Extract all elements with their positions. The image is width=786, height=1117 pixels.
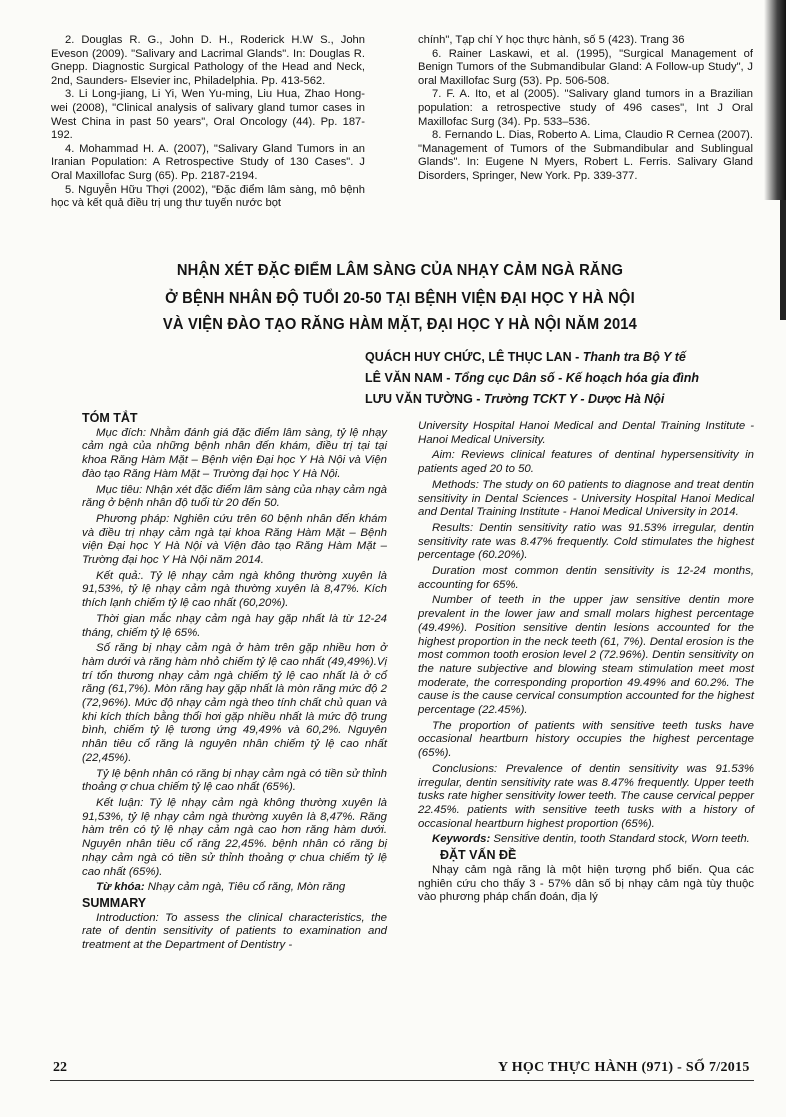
summary-paragraph: Duration most common dentin sensitivity is 12-24 months, accounting for 65%.	[418, 565, 754, 591]
author-affiliation: Thanh tra Bộ Y tế	[582, 350, 686, 364]
page-number: 22	[53, 1060, 67, 1075]
abstract-heading: TÓM TẮT	[82, 411, 138, 425]
reference-item: 5. Nguyễn Hữu Thợi (2002), "Đặc điểm lâm sàng, mô bệnh học và kết quả điều trị ung thư tuyến nước bọt	[51, 183, 365, 210]
reference-item: 4. Mohammad H. A. (2007), "Salivary Gland Tumors in an Iranian Population: A Retrospective Study of 130 Cases". J Oral Maxillofac Surg (65). Pp. 2187-2194.	[51, 142, 365, 182]
intro-paragraph: Nhạy cảm ngà răng là một hiện tượng phổ biến. Qua các nghiên cứu cho thấy 3 - 57% dân số bị nhạy cảm ngà tùy thuộc vào phương pháp chẩn đoán, địa lý	[418, 863, 754, 904]
author-line	[365, 350, 686, 364]
abstract-paragraph: Thời gian mắc nhạy cảm ngà hay gặp nhất là từ 12-24 tháng, chiếm tỷ lệ 65%.	[82, 612, 387, 639]
keywords-label: Từ khóa:	[96, 881, 145, 894]
page-binding-shadow	[764, 0, 786, 200]
author-names: LƯU VĂN TƯỜNG -	[365, 392, 484, 406]
summary-paragraph: Methods: The study on 60 patients to diagnose and treat dentin sensitivity in Dental Sciences - University Hospital Hanoi Medical and Dental Training Institute - Hanoi Medical University in 2014.	[418, 478, 754, 519]
abstract-paragraph: Số răng bị nhạy cảm ngà ở hàm trên gặp nhiều hơn ở hàm dưới và răng hàm nhỏ chiếm tỷ lệ cao nhất (49,49%).Vị trí tổn thương nhạy cảm ngà chiếm tỷ lệ cao nhất là ở cổ răng (61,7%). Mòn răng hay gặp nhất là mòn răng mức độ 2 (72,96%). Mức độ nhạy cảm ngà theo tính chất chủ quan và khi kích thích bằng thổi hơi gặp nhiều nhất là mức độ trung bình, chiếm tỷ lệ tương ứng 49,49% và 60,2%. Nguyên nhân tiêu cổ răng là nguyên nhân chiếm tỷ lệ cao nhất (22,45%).	[82, 642, 387, 764]
body-column-right	[418, 420, 754, 907]
author-names: QUÁCH HUY CHỨC, LÊ THỤC LAN -	[365, 350, 583, 364]
body-column-left	[82, 410, 387, 955]
reference-item: 3. Li Long-jiang, Li Yi, Wen Yu-ming, Liu Hua, Zhao Hong-wei (2008), "Clinical analysis of salivary gland tumor cases in West China in past 50 years", Oral Oncology (44). Pp. 187- 192.	[51, 88, 365, 142]
reference-item: 8. Fernando L. Dias, Roberto A. Lima, Claudio R Cernea (2007). "Management of Tumors of the Submandibular and Sublingual Glands". In: Eugene N Myers, Robert L. Ferris. Salivary Gland Disorders, Springer, New York. Pp. 339-377.	[418, 129, 753, 182]
footer-rule	[50, 1080, 754, 1081]
author-line	[365, 371, 699, 385]
abstract-paragraph: Phương pháp: Nghiên cứu trên 60 bệnh nhân đến khám và điều trị nhạy cảm ngà tại khoa Răng Hàm Mặt – Bệnh viện Đại học Y Hà Nội và Viện đào tạo Răng Hàm Mặt – Trường đại học Y Hà Nội năm 2014.	[82, 512, 387, 567]
article-title-line-1: NHẬN XÉT ĐẶC ĐIỂM LÂM SÀNG CỦA NHẠY CẢM NGÀ RĂNG	[176, 262, 624, 279]
summary-paragraph: Number of teeth in the upper jaw sensitive dentin more prevalent in the lower jaw and small molars highest percentage (49.49%). Position sensitive dentin lesions accounted for the highest proportion in the neck teeth (61, 7%). Dental erosion is the most common tooth erosion level 2 (72.96%). Dentin sensitivity on the nature subjective and blowing steam stimulation meet most moderate, the corresponding proportion 49.49% and 60.2%. The cause is the cause cervical consumption accounted for the highest percentage (22.45%).	[418, 594, 754, 717]
abstract-paragraph: Mục tiêu: Nhận xét đặc điểm lâm sàng của nhạy cảm ngà răng ở bệnh nhân độ tuổi từ 20 đến 50.	[82, 483, 387, 510]
keywords-text: Nhạy cảm ngà, Tiêu cổ răng, Mòn răng	[144, 881, 346, 894]
author-affiliation: Trường TCKT Y - Dược Hà Nội	[483, 392, 665, 406]
summary-paragraph: The proportion of patients with sensitive teeth tusks have occasional heartburn history occupies the highest percentage (65%).	[418, 719, 754, 760]
summary-paragraph: Conclusions: Prevalence of dentin sensitivity was 91.53% irregular, dentin sensitivity rate was 8.47% frequently. Upper teeth tusks rate higher sensitivity lower teeth. The cause cervical pepper 22.45%. patients with sensitive teeth tusks with a history of occasional heartburn highest proportion (65%).	[418, 762, 754, 830]
author-line	[365, 392, 664, 406]
reference-item: 2. Douglas R. G., John D. H., Roderick H.W S., John Eveson (2009). "Salivary and Lacrimal Glands". In: Douglas R. Gnepp. Diagnostic Surgical Pathology of the Head and Neck, 2nd, Saunders- Elsevier inc, Philadelphia. Pp. 413-562.	[51, 34, 365, 87]
abstract-paragraph: Mục đích: Nhằm đánh giá đặc điểm lâm sàng, tỷ lệ nhạy cảm ngà của những bệnh nhân đến khám, điều trị tại tại khoa Răng Hàm Mặt – Bệnh viện Đại học Y Hà Nội và Viện đào tạo Răng Hàm Mặt – Trường đại học Y Hà Nội.	[82, 426, 387, 480]
references-right	[418, 34, 753, 184]
summary-paragraph: University Hospital Hanoi Medical and Dental Training Institute - Hanoi Medical University.	[418, 420, 754, 446]
references-left	[51, 34, 365, 211]
article-title-line-2: Ở BỆNH NHÂN ĐỘ TUỔI 20-50 TẠI BỆNH VIỆN ĐẠI HỌC Y HÀ NỘI	[165, 290, 635, 307]
journal-name: Y HỌC THỰC HÀNH (971) - SỐ 7/2015	[498, 1060, 750, 1075]
reference-item: 7. F. A. Ito, et al (2005). "Salivary gland tumors in a Brazilian population: a retrospective study of 496 cases", Int J Oral Maxillofac Surg (34). Pp. 533–536.	[418, 88, 753, 128]
summary-heading: SUMMARY	[82, 895, 147, 910]
article-title-line-3: VÀ VIỆN ĐÀO TẠO RĂNG HÀM MẶT, ĐẠI HỌC Y HÀ NỘI NĂM 2014	[162, 316, 638, 333]
summary-intro: Introduction: To assess the clinical characteristics, the rate of dentin sensitivity of patients to examination and treatment at the Department of Dentistry -	[82, 911, 387, 952]
summary-paragraph: Results: Dentin sensitivity ratio was 91.53% irregular, dentin sensitivity rate was 8.47% frequently. Cold stimulates the highest percentage (60.20%).	[418, 521, 754, 562]
author-names: LÊ VĂN NAM -	[365, 371, 454, 385]
abstract-paragraph: Kết luận: Tỷ lệ nhạy cảm ngà không thường xuyên là 91,53%, tỷ lệ nhạy cảm ngà thường xuyên là 8,47%. Răng hàm trên có tỷ lệ nhạy cảm ngà cao hơn răng hàm dưới. Nguyên nhân tiêu cổ răng 22,45%. bệnh nhân có răng bị nhạy cảm ngà có tiền sử thỉnh thoảng ợ chua chiếm tỷ lệ cao nhất (65%).	[82, 796, 387, 878]
summary-paragraph: Aim: Reviews clinical features of dentinal hypersensitivity in patients aged 20 to 50.	[418, 449, 754, 476]
keywords-label: Keywords:	[432, 833, 491, 846]
abstract-paragraph: Kết quả:. Tỷ lệ nhạy cảm ngà không thường xuyên là 91,53%, tỷ lệ nhạy cảm ngà thường xuyên là 8,47%. Kích thích lạnh chiếm tỷ lệ cao nhất (60,20%).	[82, 569, 387, 610]
page-binding-shadow-lower	[780, 200, 786, 320]
keywords-en	[418, 833, 754, 847]
section-heading: ĐẶT VẤN ĐỀ	[440, 848, 517, 863]
abstract-paragraph: Tỷ lệ bệnh nhân có răng bị nhạy cảm ngà có tiền sử thỉnh thoảng ợ chua chiếm tỷ lệ cao nhất (65%).	[82, 767, 387, 794]
author-affiliation: Tổng cục Dân số - Kế hoạch hóa gia đình	[453, 371, 700, 385]
reference-item: chính", Tạp chí Y học thực hành, số 5 (423). Trang 36	[418, 34, 685, 46]
reference-item: 6. Rainer Laskawi, et al. (1995), "Surgical Management of Benign Tumors of the Submandibular Gland: A Follow-up Study", J oral Maxillofac Surg (53). Pp. 506-508.	[418, 47, 753, 87]
keywords-vi	[82, 881, 387, 895]
keywords-text: Sensitive dentin, tooth Standard stock, Worn teeth.	[490, 833, 750, 846]
page-footer	[0, 1060, 786, 1090]
